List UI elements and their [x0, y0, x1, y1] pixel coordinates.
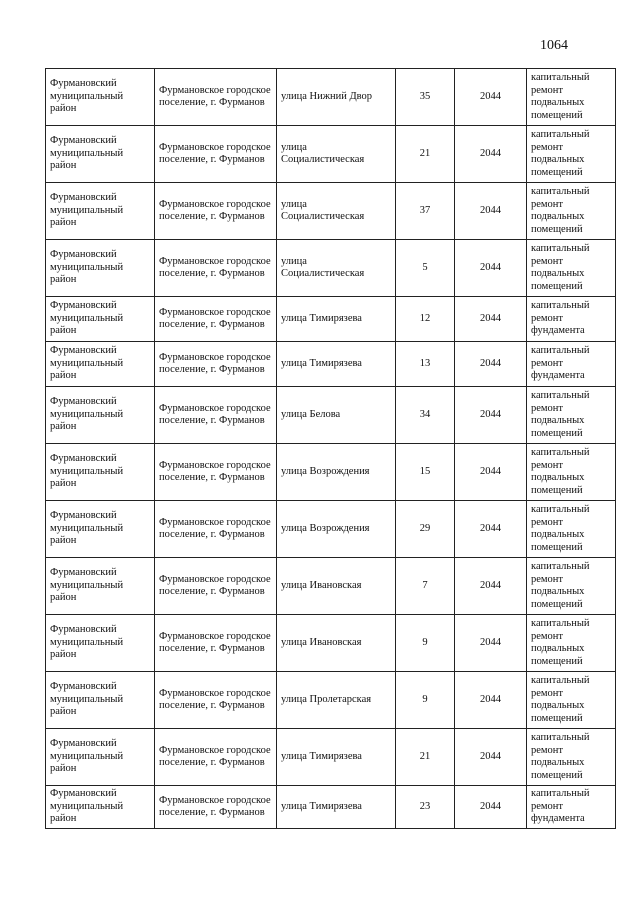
settlement-cell: Фурмановское городское поселение, г. Фурманов [155, 501, 277, 558]
street-cell: улица Пролетарская [277, 672, 396, 729]
settlement-cell: Фурмановское городское поселение, г. Фурманов [155, 69, 277, 126]
work-type-cell: капитальный ремонт подвальных помещений [527, 444, 616, 501]
year-cell: 2044 [455, 615, 527, 672]
district-cell: Фурмановский муниципальный район [46, 615, 155, 672]
year-cell: 2044 [455, 729, 527, 786]
district-cell: Фурмановский муниципальный район [46, 297, 155, 342]
year-cell: 2044 [455, 786, 527, 829]
street-cell: улица Социалистическая [277, 183, 396, 240]
work-type-cell: капитальный ремонт подвальных помещений [527, 501, 616, 558]
district-cell: Фурмановский муниципальный район [46, 126, 155, 183]
work-type-cell: капитальный ремонт подвальных помещений [527, 126, 616, 183]
house-number-cell: 9 [396, 672, 455, 729]
settlement-cell: Фурмановское городское поселение, г. Фурманов [155, 615, 277, 672]
work-type-cell: капитальный ремонт фундамента [527, 342, 616, 387]
street-cell: улица Белова [277, 387, 396, 444]
district-cell: Фурмановский муниципальный район [46, 240, 155, 297]
work-type-cell: капитальный ремонт подвальных помещений [527, 387, 616, 444]
street-cell: улица Возрождения [277, 501, 396, 558]
settlement-cell: Фурмановское городское поселение, г. Фурманов [155, 240, 277, 297]
work-type-cell: капитальный ремонт фундамента [527, 297, 616, 342]
year-cell: 2044 [455, 558, 527, 615]
year-cell: 2044 [455, 501, 527, 558]
table-row [46, 615, 616, 672]
street-cell: улица Ивановская [277, 615, 396, 672]
district-cell: Фурмановский муниципальный район [46, 183, 155, 240]
year-cell: 2044 [455, 69, 527, 126]
table-row [46, 672, 616, 729]
district-cell: Фурмановский муниципальный район [46, 672, 155, 729]
settlement-cell: Фурмановское городское поселение, г. Фурманов [155, 672, 277, 729]
street-cell: улица Ивановская [277, 558, 396, 615]
settlement-cell: Фурмановское городское поселение, г. Фурманов [155, 786, 277, 829]
house-number-cell: 9 [396, 615, 455, 672]
street-cell: улица Тимирязева [277, 297, 396, 342]
street-cell: улица Возрождения [277, 444, 396, 501]
settlement-cell: Фурмановское городское поселение, г. Фурманов [155, 297, 277, 342]
work-type-cell: капитальный ремонт подвальных помещений [527, 69, 616, 126]
street-cell: улица Тимирязева [277, 729, 396, 786]
year-cell: 2044 [455, 240, 527, 297]
district-cell: Фурмановский муниципальный район [46, 501, 155, 558]
street-cell: улица Тимирязева [277, 786, 396, 829]
year-cell: 2044 [455, 387, 527, 444]
year-cell: 2044 [455, 672, 527, 729]
settlement-cell: Фурмановское городское поселение, г. Фурманов [155, 729, 277, 786]
work-type-cell: капитальный ремонт подвальных помещений [527, 240, 616, 297]
house-number-cell: 7 [396, 558, 455, 615]
table-row [46, 342, 616, 387]
house-number-cell: 21 [396, 729, 455, 786]
settlement-cell: Фурмановское городское поселение, г. Фурманов [155, 126, 277, 183]
settlement-cell: Фурмановское городское поселение, г. Фурманов [155, 342, 277, 387]
table-row [46, 558, 616, 615]
street-cell: улица Нижний Двор [277, 69, 396, 126]
house-number-cell: 21 [396, 126, 455, 183]
work-type-cell: капитальный ремонт фундамента [527, 786, 616, 829]
work-type-cell: капитальный ремонт подвальных помещений [527, 183, 616, 240]
year-cell: 2044 [455, 183, 527, 240]
table-row [46, 126, 616, 183]
settlement-cell: Фурмановское городское поселение, г. Фурманов [155, 558, 277, 615]
year-cell: 2044 [455, 444, 527, 501]
house-number-cell: 13 [396, 342, 455, 387]
district-cell: Фурмановский муниципальный район [46, 387, 155, 444]
district-cell: Фурмановский муниципальный район [46, 786, 155, 829]
repair-registry-table [45, 68, 616, 829]
district-cell: Фурмановский муниципальный район [46, 729, 155, 786]
house-number-cell: 15 [396, 444, 455, 501]
house-number-cell: 29 [396, 501, 455, 558]
house-number-cell: 5 [396, 240, 455, 297]
table-row [46, 69, 616, 126]
district-cell: Фурмановский муниципальный район [46, 558, 155, 615]
settlement-cell: Фурмановское городское поселение, г. Фурманов [155, 444, 277, 501]
house-number-cell: 34 [396, 387, 455, 444]
settlement-cell: Фурмановское городское поселение, г. Фурманов [155, 387, 277, 444]
district-cell: Фурмановский муниципальный район [46, 69, 155, 126]
year-cell: 2044 [455, 126, 527, 183]
street-cell: улица Тимирязева [277, 342, 396, 387]
table-row [46, 183, 616, 240]
house-number-cell: 35 [396, 69, 455, 126]
settlement-cell: Фурмановское городское поселение, г. Фурманов [155, 183, 277, 240]
table-row [46, 297, 616, 342]
year-cell: 2044 [455, 297, 527, 342]
street-cell: улица Социалистическая [277, 126, 396, 183]
work-type-cell: капитальный ремонт подвальных помещений [527, 558, 616, 615]
house-number-cell: 37 [396, 183, 455, 240]
table-row [46, 501, 616, 558]
district-cell: Фурмановский муниципальный район [46, 342, 155, 387]
table-row [46, 444, 616, 501]
work-type-cell: капитальный ремонт подвальных помещений [527, 615, 616, 672]
year-cell: 2044 [455, 342, 527, 387]
street-cell: улица Социалистическая [277, 240, 396, 297]
page-number: 1064 [540, 38, 568, 53]
district-cell: Фурмановский муниципальный район [46, 444, 155, 501]
work-type-cell: капитальный ремонт подвальных помещений [527, 729, 616, 786]
house-number-cell: 23 [396, 786, 455, 829]
house-number-cell: 12 [396, 297, 455, 342]
table-row [46, 240, 616, 297]
table-row [46, 729, 616, 786]
work-type-cell: капитальный ремонт подвальных помещений [527, 672, 616, 729]
table-row [46, 786, 616, 829]
table-row [46, 387, 616, 444]
